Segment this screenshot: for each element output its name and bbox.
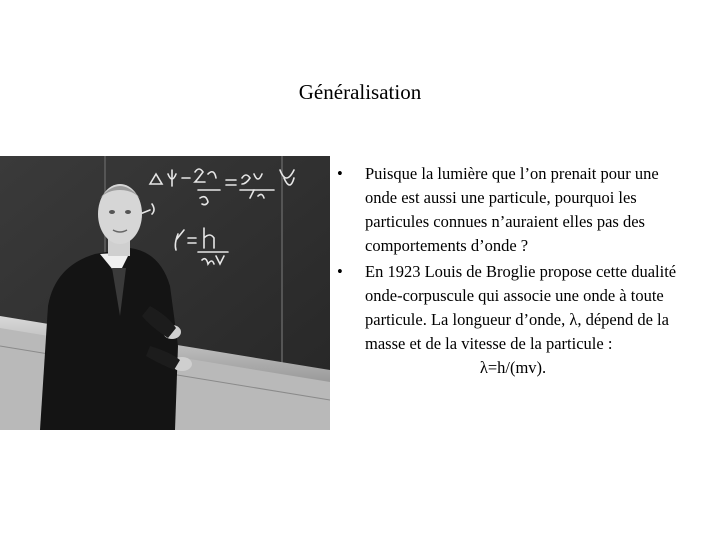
bullet-list xyxy=(337,162,677,382)
bullet-marker: • xyxy=(337,164,343,183)
de-broglie-formula: λ=h/(mv). xyxy=(479,358,547,377)
slide-title: Généralisation xyxy=(298,80,422,104)
bullet-text-2: En 1923 Louis de Broglie propose cette dualité onde-corpuscule qui associe une onde à toute particule. La longueur d’onde, λ, dépend de la masse et de la vitesse de la particule : xyxy=(365,262,677,353)
bullet-text-1: Puisque la lumière que l’on prenait pour une onde est aussi une particule, pourquoi les particules connues n’auraient elles pas des comportements d’onde ? xyxy=(365,164,659,255)
photo-de-broglie-at-blackboard xyxy=(0,156,330,430)
photo-illustration xyxy=(0,156,330,430)
bullet-item-1 xyxy=(337,162,677,258)
bullet-marker: • xyxy=(337,262,343,281)
bullet-item-2 xyxy=(337,260,677,380)
